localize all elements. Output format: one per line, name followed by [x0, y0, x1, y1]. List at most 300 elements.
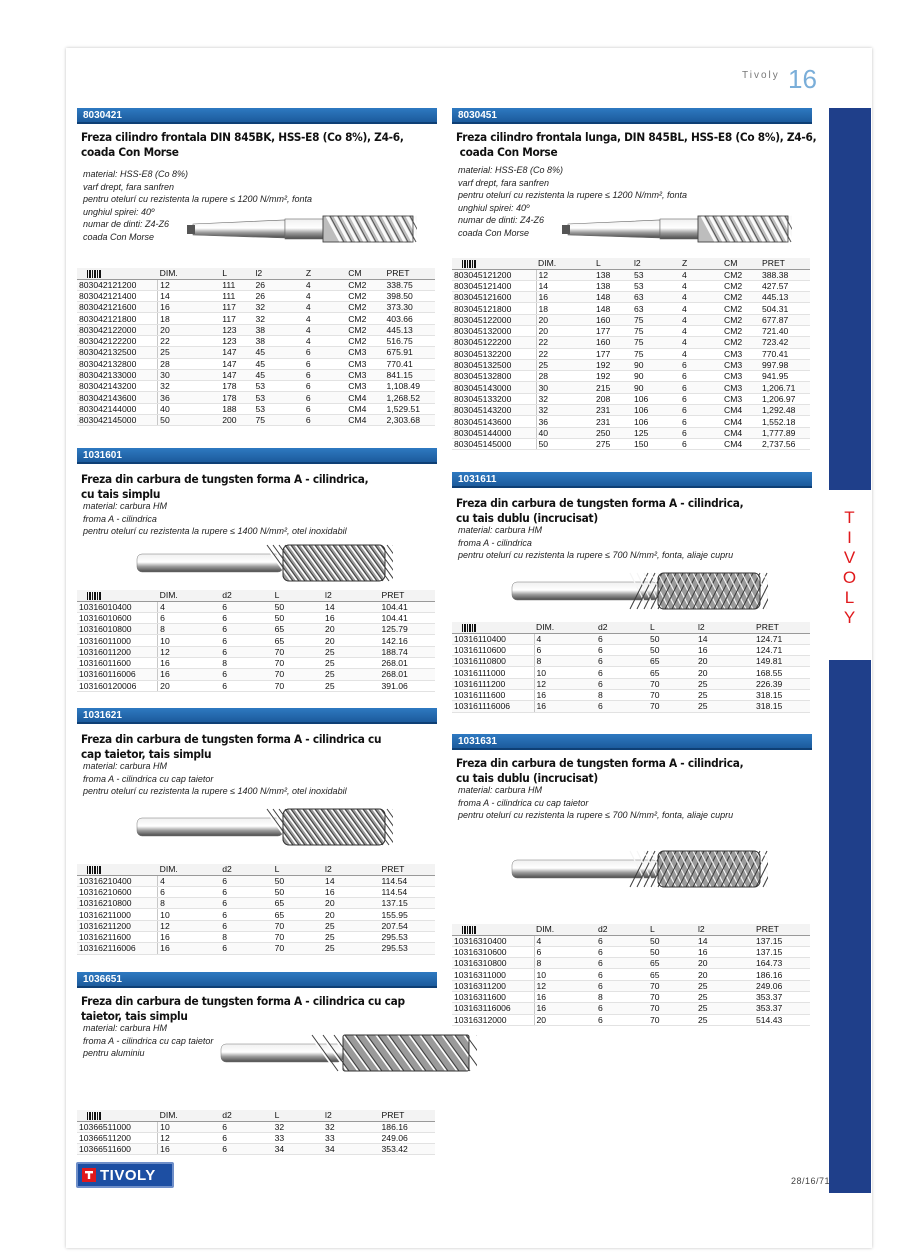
table-row: [77, 335, 435, 346]
table-cell: 124.71: [754, 633, 810, 644]
table-cell: 90: [632, 382, 680, 393]
table-cell: 6: [596, 656, 648, 667]
table-cell: 445.13: [760, 292, 810, 303]
table-cell: 16: [534, 689, 596, 700]
table-cell: 997.98: [760, 359, 810, 370]
vertical-brand-letter: Y: [843, 608, 857, 627]
article-code-cell: 803042122000: [77, 324, 158, 335]
column-header: DIM.: [158, 1110, 221, 1121]
section-title: [81, 472, 368, 502]
section-1031621: [77, 708, 437, 964]
table-cell: 34: [273, 1144, 323, 1155]
table-cell: 353.42: [380, 1144, 435, 1155]
table-cell: 8: [158, 898, 221, 909]
table-cell: 20: [158, 324, 221, 335]
article-code-cell: 803042132800: [77, 358, 158, 369]
table-cell: 6: [596, 1003, 648, 1014]
article-code-cell: 10316210800: [77, 898, 158, 909]
product-table: [77, 268, 435, 426]
table-cell: 20: [534, 1014, 596, 1025]
article-code-cell: 803045122200: [452, 337, 536, 348]
table-cell: 504.31: [760, 303, 810, 314]
table-row: [77, 601, 435, 612]
column-header: l2: [696, 924, 754, 935]
table-cell: 14: [536, 280, 594, 291]
spec-line: pentru otelurí cu rezistenta la rupere ≤ 1400 N/mm², otel inoxidabil: [83, 786, 347, 796]
tivoly-logo: [76, 1162, 174, 1188]
table-cell: 16: [158, 1144, 221, 1155]
table-row: [452, 656, 810, 667]
table-cell: 186.16: [754, 969, 810, 980]
tool-illustration: [187, 208, 417, 253]
table-cell: 25: [696, 678, 754, 689]
article-code-cell: 803042143600: [77, 392, 158, 403]
table-cell: 70: [273, 669, 323, 680]
section-title-line: Freza din carbura de tungsten forma A - cilindrica,: [456, 756, 744, 770]
table-cell: 16: [158, 669, 221, 680]
spec-line: coada Con Morse: [458, 227, 530, 238]
table-row: [77, 624, 435, 635]
spec-list: [458, 784, 733, 822]
table-cell: 16: [158, 302, 221, 313]
table-cell: 8: [158, 624, 221, 635]
tool-illustration: [133, 540, 393, 591]
table-cell: 6: [304, 369, 346, 380]
table-row: [452, 427, 810, 438]
table-cell: 138: [594, 280, 632, 291]
table-cell: 4: [680, 337, 722, 348]
table-cell: 6: [680, 416, 722, 427]
vertical-brand-letter: O: [842, 568, 858, 587]
table-cell: 841.15: [385, 369, 435, 380]
table-cell: 4: [304, 290, 346, 301]
article-code-cell: 10316310600: [452, 946, 534, 957]
table-cell: 178: [220, 381, 253, 392]
table-cell: 231: [594, 416, 632, 427]
table-cell: 721.40: [760, 325, 810, 336]
table-row: [452, 325, 810, 336]
article-code-cell: 10316311600: [452, 991, 534, 1002]
table-cell: 25: [696, 1003, 754, 1014]
table-cell: 4: [304, 313, 346, 324]
spec-line: coada Con Morse: [83, 231, 155, 242]
table-cell: 6: [304, 392, 346, 403]
article-code-cell: 10316011600​6: [77, 669, 158, 680]
section-code-header: 1036651: [77, 972, 437, 988]
table-cell: CM4: [346, 392, 384, 403]
table-cell: CM3: [722, 371, 760, 382]
section-title: [456, 496, 743, 526]
table-row: [77, 669, 435, 680]
table-cell: 427.57: [760, 280, 810, 291]
table-cell: 20: [323, 909, 379, 920]
barcode-icon: [87, 270, 101, 278]
table-cell: 104.41: [380, 601, 435, 612]
table-cell: 137.15: [380, 898, 435, 909]
table-cell: 188: [220, 403, 253, 414]
table-cell: 14: [158, 290, 221, 301]
article-code-cell: 803045143000: [452, 382, 536, 393]
table-cell: 770.41: [760, 348, 810, 359]
vertical-brand-letter: V: [843, 548, 857, 567]
table-cell: 26: [253, 290, 303, 301]
article-code-cell: 10316111600: [452, 689, 534, 700]
tool-illustration: [508, 846, 768, 897]
spec-line: material: HSS-E8 (Co 8%): [458, 165, 564, 175]
column-header: CM: [722, 258, 760, 269]
table-cell: 38: [253, 335, 303, 346]
table-row: [77, 920, 435, 931]
table-cell: 6: [220, 875, 272, 886]
table-cell: CM3: [722, 393, 760, 404]
table-cell: 50: [648, 644, 696, 655]
table-row: [77, 943, 435, 954]
table-cell: 6: [596, 935, 648, 946]
table-cell: 6: [220, 898, 272, 909]
table-cell: 20: [696, 969, 754, 980]
table-cell: 70: [273, 680, 323, 691]
table-row: [452, 667, 810, 678]
article-code-cell: 803045145000: [452, 438, 536, 449]
table-row: [452, 337, 810, 348]
table-cell: 25: [696, 1014, 754, 1025]
table-cell: 70: [273, 657, 323, 668]
product-table: [77, 864, 435, 955]
section-title-line: Freza din carbura de tungsten forma A - cilindrica,: [81, 472, 369, 486]
table-cell: 70: [273, 931, 323, 942]
section-code-header: 1031621: [77, 708, 437, 724]
table-cell: 53: [632, 269, 680, 280]
table-cell: 147: [220, 369, 253, 380]
column-header: DIM.: [534, 622, 596, 633]
table-row: [452, 371, 810, 382]
article-code-cell: 803042132500: [77, 347, 158, 358]
table-cell: 149.81: [754, 656, 810, 667]
table-cell: 18: [158, 313, 221, 324]
spec-line: pentru otelurí cu rezistenta la rupere ≤ 1400 N/mm², otel inoxidabil: [83, 526, 347, 536]
table-cell: 50: [536, 438, 594, 449]
product-table: [77, 590, 435, 692]
table-row: [77, 403, 435, 414]
table-row: [452, 382, 810, 393]
table-cell: 75: [632, 325, 680, 336]
product-table: [452, 622, 810, 713]
table-cell: 147: [220, 347, 253, 358]
article-code-cell: 803045143200: [452, 405, 536, 416]
section-title-line: taietor, tais simplu: [81, 1009, 188, 1023]
table-cell: 398.50: [385, 290, 435, 301]
table-cell: 12: [158, 920, 221, 931]
table-row: [77, 369, 435, 380]
table-cell: 20: [323, 898, 379, 909]
table-cell: 6: [596, 633, 648, 644]
table-cell: 249.06: [380, 1132, 435, 1143]
tool-illustration: [133, 804, 393, 855]
table-cell: 8: [220, 657, 272, 668]
table-cell: 25: [323, 943, 379, 954]
barcode-icon: [452, 258, 536, 269]
table-cell: CM2: [722, 292, 760, 303]
article-code-cell: 803045132000: [452, 325, 536, 336]
section-title-line: cu tais simplu: [81, 487, 161, 501]
table-cell: 33: [273, 1132, 323, 1143]
table-cell: CM3: [722, 382, 760, 393]
table-cell: 16: [158, 931, 221, 942]
table-cell: 65: [648, 667, 696, 678]
article-code-cell: 803042143200: [77, 381, 158, 392]
table-cell: 1,552.18: [760, 416, 810, 427]
table-cell: 391.06: [380, 680, 435, 691]
article-code-cell: 10316311200: [452, 980, 534, 991]
table-cell: 4: [680, 269, 722, 280]
vertical-brand-letter: T: [844, 508, 856, 527]
table-cell: 138: [594, 269, 632, 280]
article-code-cell: 10316011600: [77, 657, 158, 668]
section-code-header: 8030451: [452, 108, 812, 124]
table-cell: 25: [323, 680, 379, 691]
spec-line: material: carbura HM: [83, 1023, 168, 1033]
article-code-cell: 10316311000: [452, 969, 534, 980]
article-code-cell: 803045122000: [452, 314, 536, 325]
spec-line: pentru aluminiu: [83, 1048, 145, 1058]
column-header: d2: [596, 924, 648, 935]
table-cell: 65: [273, 909, 323, 920]
tool-image: [508, 846, 768, 892]
table-cell: CM2: [346, 335, 384, 346]
table-cell: 6: [596, 644, 648, 655]
table-row: [77, 657, 435, 668]
barcode-icon: [77, 864, 158, 875]
table-cell: CM2: [722, 280, 760, 291]
table-cell: CM4: [346, 415, 384, 426]
table-cell: 142.16: [380, 635, 435, 646]
column-header: l2: [323, 590, 379, 601]
column-header: L: [273, 590, 323, 601]
column-header: PRET: [385, 268, 435, 279]
table-cell: 90: [632, 371, 680, 382]
article-code-cell: 10316011000: [77, 635, 158, 646]
section-8030421: [77, 108, 437, 438]
table-cell: 4: [680, 292, 722, 303]
tool-image: [217, 1030, 477, 1076]
article-code-cell: 10316011200: [77, 646, 158, 657]
table-cell: CM2: [722, 314, 760, 325]
article-code-cell: 103162116006: [77, 943, 158, 954]
table-cell: 70: [648, 689, 696, 700]
table-cell: CM2: [722, 303, 760, 314]
table-cell: 22: [536, 348, 594, 359]
spec-list: [83, 760, 347, 798]
column-header: PRET: [380, 864, 435, 875]
spec-line: froma A - cilindrica cu cap taietor: [83, 773, 214, 784]
column-header: l2: [632, 258, 680, 269]
section-title-line: cu tais dublu (incrucisat): [456, 511, 598, 525]
table-cell: 32: [253, 302, 303, 313]
spec-list: [83, 500, 347, 538]
table-cell: 8: [596, 991, 648, 1002]
table-cell: 6: [220, 646, 272, 657]
table-cell: 25: [323, 646, 379, 657]
spec-line: pentru otelurí cu rezistenta la rupere ≤ 1200 N/mm², fonta: [83, 194, 313, 204]
logo-mark-icon: [82, 1168, 96, 1182]
table-cell: 137.15: [754, 935, 810, 946]
table-cell: 160: [594, 314, 632, 325]
table-cell: 32: [536, 393, 594, 404]
table-cell: 20: [696, 656, 754, 667]
article-code-cell: 10366511000: [77, 1121, 158, 1132]
table-cell: 6: [596, 667, 648, 678]
table-cell: 268.01: [380, 669, 435, 680]
table-cell: 12: [158, 279, 221, 290]
tool-illustration: [562, 208, 792, 253]
table-cell: CM2: [346, 290, 384, 301]
table-cell: 2,303.68: [385, 415, 435, 426]
table-cell: 6: [596, 980, 648, 991]
table-cell: 14: [696, 935, 754, 946]
table-cell: 6: [220, 680, 272, 691]
column-header: l2: [323, 864, 379, 875]
table-cell: 164.73: [754, 958, 810, 969]
table-cell: 123: [220, 335, 253, 346]
column-header: l2: [253, 268, 303, 279]
tool-illustration: [217, 1030, 477, 1081]
table-cell: CM2: [722, 325, 760, 336]
spec-line: material: carbura HM: [458, 785, 543, 795]
table-cell: 4: [158, 875, 221, 886]
table-cell: 50: [273, 601, 323, 612]
section-title-line: coada Con Morse: [459, 145, 558, 159]
table-cell: 1,268.52: [385, 392, 435, 403]
table-row: [77, 886, 435, 897]
article-code-cell: 10316110600: [452, 644, 534, 655]
table-cell: 208: [594, 393, 632, 404]
table-cell: 295.53: [380, 931, 435, 942]
table-row: [452, 280, 810, 291]
table-cell: 6: [680, 393, 722, 404]
article-code-cell: 10316110800: [452, 656, 534, 667]
table-cell: 12: [536, 269, 594, 280]
table-cell: 25: [696, 980, 754, 991]
table-cell: 40: [158, 403, 221, 414]
table-cell: 6: [680, 382, 722, 393]
table-row: [77, 324, 435, 335]
table-row: [452, 438, 810, 449]
table-cell: 4: [680, 314, 722, 325]
table-row: [77, 392, 435, 403]
table-cell: 33: [323, 1132, 379, 1143]
article-code-cell: 803042121200: [77, 279, 158, 290]
table-row: [452, 348, 810, 359]
table-cell: 4: [680, 348, 722, 359]
column-header: d2: [596, 622, 648, 633]
table-cell: 147: [220, 358, 253, 369]
barcode-icon: [452, 924, 534, 935]
table-cell: 6: [534, 644, 596, 655]
spec-line: froma A - cilindrica: [83, 513, 157, 524]
table-cell: 6: [220, 612, 272, 623]
column-header: PRET: [754, 622, 810, 633]
article-code-cell: 103163116006: [452, 1003, 534, 1014]
section-title-line: coada Con Morse: [81, 145, 179, 159]
header-brand: Tivoly: [742, 70, 780, 81]
table-cell: 188.74: [380, 646, 435, 657]
table-cell: 25: [696, 991, 754, 1002]
table-cell: 36: [158, 392, 221, 403]
table-cell: 25: [158, 347, 221, 358]
article-code-cell: 803045133200: [452, 393, 536, 404]
table-cell: 70: [273, 920, 323, 931]
table-cell: 10: [534, 667, 596, 678]
article-code-cell: 803042121600: [77, 302, 158, 313]
table-cell: 45: [253, 347, 303, 358]
table-cell: 20: [323, 624, 379, 635]
table-cell: 30: [536, 382, 594, 393]
table-row: [452, 1014, 810, 1025]
barcode-icon: [87, 592, 101, 600]
table-cell: 75: [632, 348, 680, 359]
table-row: [77, 635, 435, 646]
section-title-line: Freza cilindro frontala DIN 845BK, HSS-E8 (Co 8%), Z4-6,: [81, 130, 404, 144]
spec-list: [83, 1022, 213, 1060]
article-code-cell: 10316012000​6: [77, 680, 158, 691]
table-cell: 770.41: [385, 358, 435, 369]
table-cell: CM4: [722, 416, 760, 427]
table-cell: 192: [594, 371, 632, 382]
column-header: DIM.: [158, 590, 221, 601]
table-cell: 70: [648, 701, 696, 712]
table-row: [77, 909, 435, 920]
product-table: [452, 924, 810, 1026]
barcode-icon: [77, 1110, 158, 1121]
article-code-cell: 803045121600: [452, 292, 536, 303]
table-row: [77, 612, 435, 623]
table-cell: 1,206.97: [760, 393, 810, 404]
spec-line: varf drept, fara sanfren: [83, 181, 175, 192]
table-cell: 20: [536, 314, 594, 325]
table-cell: 22: [158, 335, 221, 346]
table-cell: 38: [253, 324, 303, 335]
article-code-cell: 803042133000: [77, 369, 158, 380]
table-row: [77, 898, 435, 909]
table-cell: 65: [648, 969, 696, 980]
table-cell: 148: [594, 292, 632, 303]
page-number: 16: [788, 64, 817, 94]
table-cell: CM2: [722, 269, 760, 280]
table-cell: CM3: [346, 381, 384, 392]
table-cell: 124.71: [754, 644, 810, 655]
table-cell: 25: [696, 701, 754, 712]
table-cell: 75: [632, 337, 680, 348]
table-cell: 22: [536, 337, 594, 348]
table-cell: 65: [273, 635, 323, 646]
column-header: L: [594, 258, 632, 269]
table-cell: CM2: [346, 324, 384, 335]
column-header: l2: [696, 622, 754, 633]
table-cell: 353.37: [754, 1003, 810, 1014]
table-row: [452, 935, 810, 946]
section-title: [456, 130, 816, 160]
table-cell: 117: [220, 313, 253, 324]
table-cell: 6: [304, 347, 346, 358]
column-header: L: [648, 622, 696, 633]
section-title: [81, 732, 381, 762]
table-row: [452, 1003, 810, 1014]
barcode-icon: [77, 268, 158, 279]
section-title-line: Freza cilindro frontala lunga, DIN 845BL, HSS-E8 (Co 8%), Z4-6,: [456, 130, 817, 144]
table-cell: 10: [158, 1121, 221, 1132]
tool-image: [562, 208, 792, 248]
table-cell: 20: [696, 958, 754, 969]
